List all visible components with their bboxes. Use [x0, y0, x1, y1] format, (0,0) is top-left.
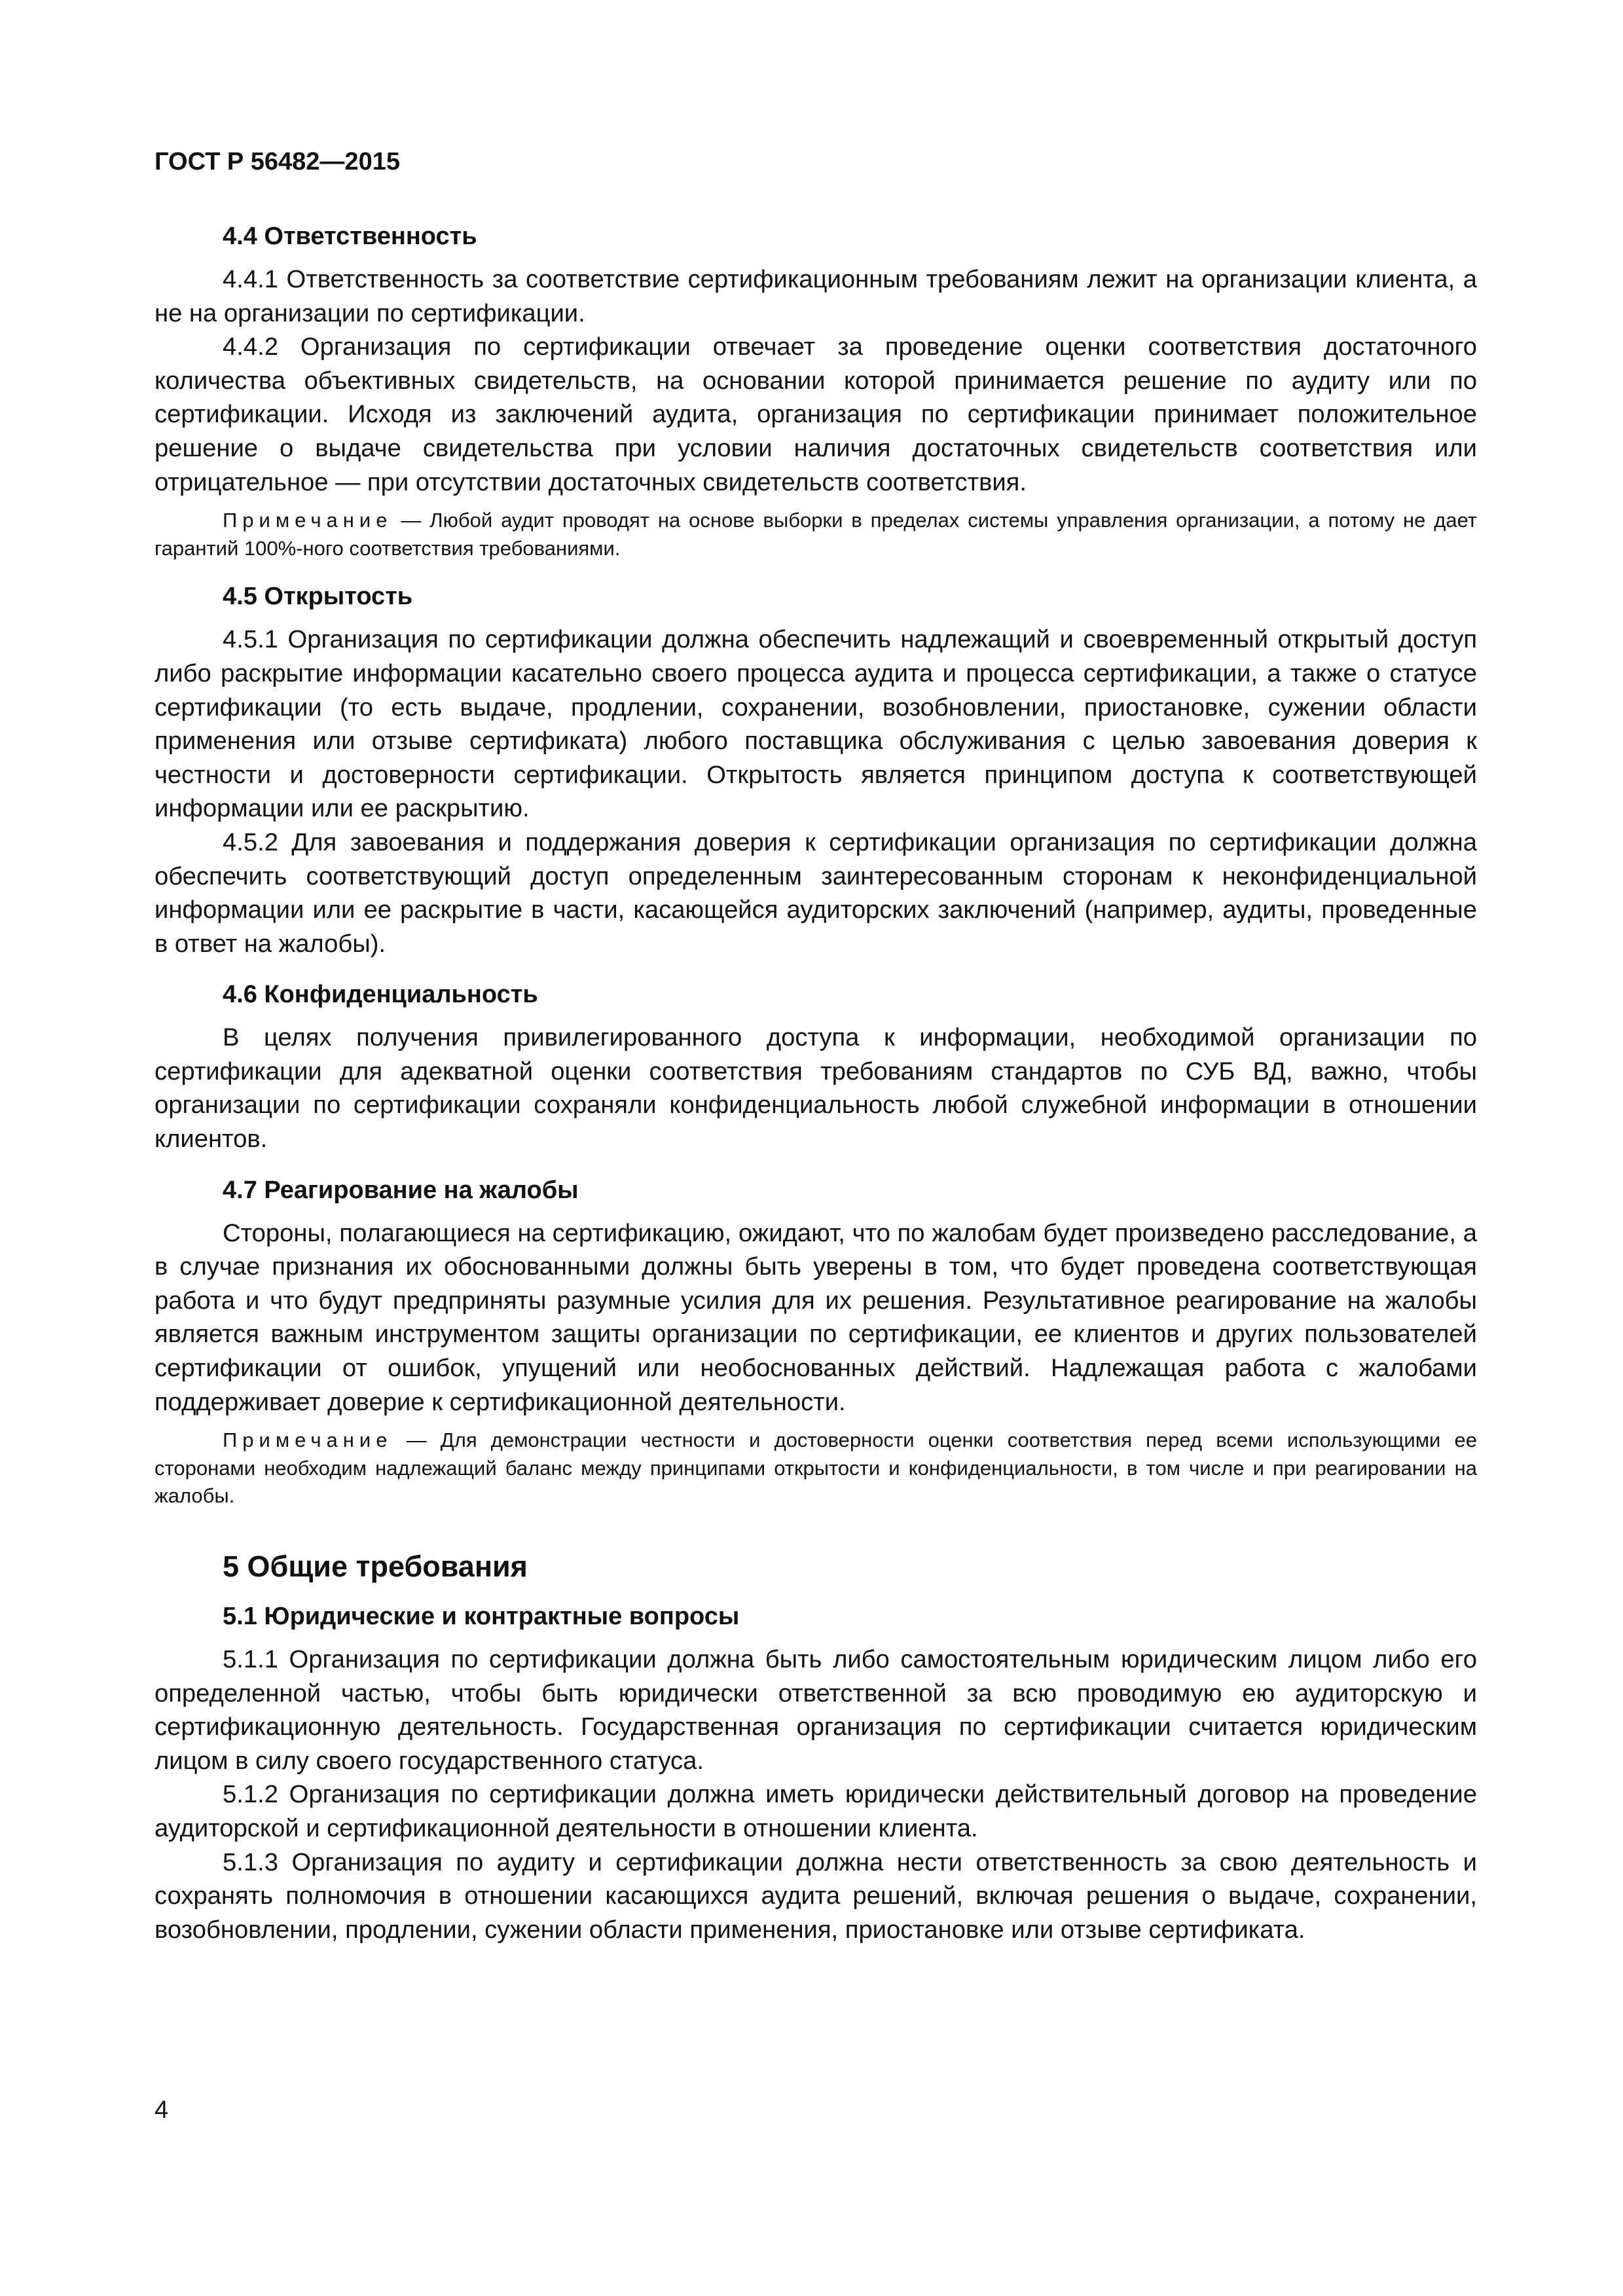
- section-5-title: 5 Общие требования: [223, 1550, 528, 1583]
- paragraph-4-5-1: 4.5.1 Организация по сертификации должна обеспечить надлежащий и своевременный открытый доступ либо раскрытие информации касательно своего процесса аудита и процесса сертификации, а также о статусе сертификации (то есть выдаче, продлении, сохранении, возобновлении, приостановке, сужении области применения или отзыве сертификата) любого поставщика обслуживания с целью завоевания доверия к честности и достоверности сертификации. Открытость является принципом доступа к соответствующей информации или ее раскрытию.: [155, 625, 1477, 823]
- document-page: [155, 145, 1477, 1946]
- paragraph-4-4-1: 4.4.1 Ответственность за соответствие сертификационным требованиям лежит на организации клиента, а не на организации по сертификации.: [155, 265, 1477, 327]
- note-label: Примечание: [223, 509, 393, 532]
- paragraph-4-6: В целях получения привилегированного доступа к информации, необходимой организации по сертификации для адекватной оценки соответствия требованиям стандартов по СУБ ВД, важно, чтобы организации по сертификации сохраняли конфиденциальность любой служебной информации в отношении клиентов.: [155, 1023, 1477, 1154]
- section-4-6-title: 4.6 Конфиденциальность: [223, 981, 538, 1009]
- section-4-5-title: 4.5 Открытость: [223, 583, 413, 611]
- note-text: — Любой аудит проводят на основе выборки в пределах системы управления организации, а потому не дает гарантий 100%-ного соответствия требованиями.: [155, 509, 1477, 560]
- section-4-4-title: 4.4 Ответственность: [223, 223, 477, 250]
- note-text: — Для демонстрации честности и достоверности оценки соответствия перед всеми использующими ее сторонами необходим надлежащий баланс между принципами открытости и конфиденциальности, в том числе и при реагировании на жалобы.: [155, 1429, 1477, 1508]
- page-number: 4: [155, 2096, 169, 2124]
- paragraph-4-5-2: 4.5.2 Для завоевания и поддержания доверия к сертификации организация по сертификации должна обеспечить соответствующий доступ определенным заинтересованным сторонам к неконфиденциальной информации или ее раскрытие в части, касающейся аудиторских заключений (например, аудиты, проведенные в ответ на жалобы).: [155, 828, 1477, 958]
- note-4-4: [155, 507, 1477, 562]
- paragraph-4-7: Стороны, полагающиеся на сертификацию, ожидают, что по жалобам будет произведено расследование, а в случае признания их обоснованными должны быть уверены в том, что будет проведена соответствующая работа и что будут предприняты разумные усилия для их решения. Результативное реагирование на жалобы является важным инструментом защиты организации по сертификации, ее клиентов и других пользователей сертификации от ошибок, упущений или необоснованных действий. Надлежащая работа с жалобами поддерживает доверие к сертификационной деятельности.: [155, 1218, 1477, 1416]
- document-header: ГОСТ Р 56482—2015: [155, 148, 400, 175]
- note-4-7: [155, 1427, 1477, 1510]
- section-4-7-title: 4.7 Реагирование на жалобы: [223, 1176, 579, 1204]
- section-5-1-title: 5.1 Юридические и контрактные вопросы: [223, 1603, 740, 1630]
- note-label: Примечание: [223, 1429, 393, 1452]
- paragraph-5-1-3: 5.1.3 Организация по аудиту и сертификации должна нести ответственность за свою деятельность и сохранять полномочия в отношении касающихся аудита решений, включая решения о выдаче, сохранении, возобновлении, продлении, сужении области применения, приостановке или отзыве сертификата.: [155, 1848, 1477, 1944]
- paragraph-4-4-2: 4.4.2 Организация по сертификации отвечает за проведение оценки соответствия достаточного количества объективных свидетельств, на основании которой принимается решение по аудиту или по сертификации. Исходя из заключений аудита, организация по сертификации принимает положительное решение о выдаче свидетельства при условии наличия достаточных свидетельств соответствия или отрицательное — при отсутствии достаточных свидетельств соответствия.: [155, 333, 1477, 496]
- paragraph-5-1-2: 5.1.2 Организация по сертификации должна иметь юридически действительный договор на проведение аудиторской и сертификационной деятельности в отношении клиента.: [155, 1780, 1477, 1842]
- paragraph-5-1-1: 5.1.1 Организация по сертификации должна быть либо самостоятельным юридическим лицом либо его определенной частью, чтобы быть юридически ответственной за всю проводимую ею аудиторскую и сертификационную деятельность. Государственная организация по сертификации считается юридическим лицом в силу своего государственного статуса.: [155, 1645, 1477, 1775]
